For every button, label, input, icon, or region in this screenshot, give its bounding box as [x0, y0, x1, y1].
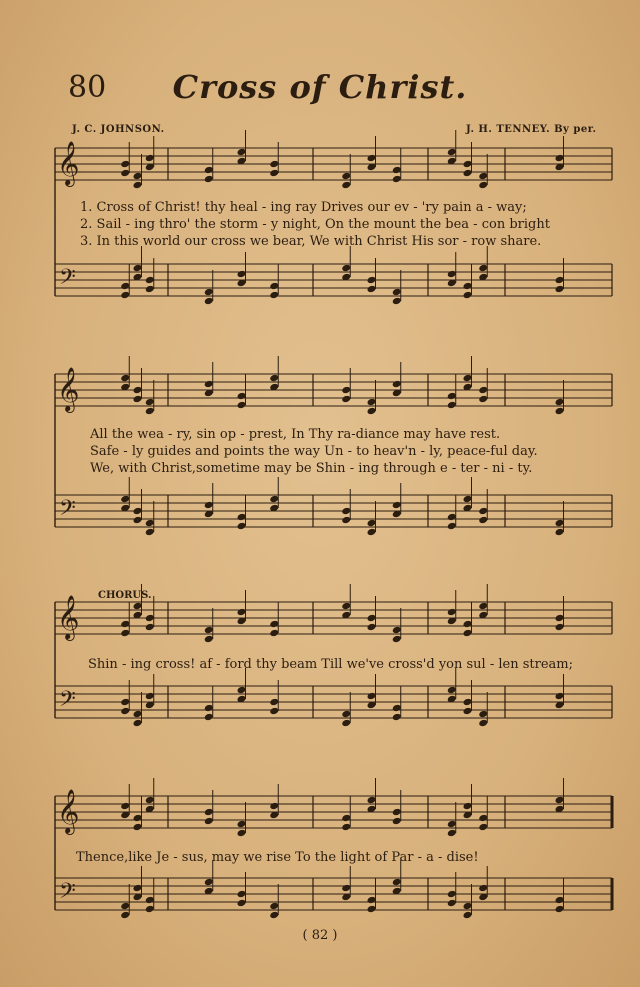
note-head — [463, 169, 473, 178]
note-head — [145, 528, 155, 537]
note-head — [463, 374, 473, 383]
note-head — [555, 285, 565, 294]
note-head — [120, 160, 130, 169]
note-head — [145, 905, 155, 914]
note-head — [341, 516, 351, 525]
verse-1-line-2: All the wea - ry, sin op - prest, In Thy ra-diance may have rest. — [90, 427, 501, 442]
note-head — [341, 719, 351, 728]
note-head — [120, 291, 130, 300]
note-head — [145, 796, 155, 805]
note-head — [447, 522, 457, 531]
note-head — [478, 823, 488, 832]
treble-clef: 𝄞 — [57, 367, 80, 411]
hymn-number: 80 — [68, 70, 107, 105]
note-head — [463, 282, 473, 291]
note-head — [133, 507, 143, 516]
note-head — [478, 884, 488, 893]
composer-left: J. C. JOHNSON. — [72, 124, 165, 135]
note-head — [269, 629, 279, 638]
note-head — [204, 380, 214, 389]
chorus-line-1: Shin - ing cross! af - ford thy beam Till we've cross'd yon sul - len stream; — [88, 657, 573, 672]
note-head — [478, 507, 488, 516]
note-head — [555, 623, 565, 632]
note-head — [555, 905, 565, 914]
note-head — [447, 686, 457, 695]
note-head — [555, 614, 565, 623]
note-head — [237, 392, 247, 401]
note-head — [478, 386, 488, 395]
note-head — [269, 911, 279, 920]
note-head — [204, 704, 214, 713]
note-head — [555, 528, 565, 537]
note-head — [120, 802, 130, 811]
note-head — [463, 629, 473, 638]
note-head — [133, 264, 143, 273]
note-head — [120, 911, 130, 920]
bass-clef: 𝄢 — [59, 496, 76, 526]
note-head — [463, 802, 473, 811]
note-head — [555, 154, 565, 163]
note-head — [269, 160, 279, 169]
note-head — [392, 380, 402, 389]
note-head — [341, 386, 351, 395]
verse-3-line-2: We, with Christ,sometime may be Shin - ing through e - ter - ni - ty. — [90, 461, 533, 476]
note-head — [463, 911, 473, 920]
note-head — [367, 276, 377, 285]
note-head — [463, 698, 473, 707]
note-head — [392, 817, 402, 826]
note-head — [463, 902, 473, 911]
note-head — [237, 401, 247, 410]
verse-2-line-2: Safe - ly guides and points the way Un - to heav'n - ly, peace-ful day. — [90, 444, 538, 459]
note-head — [447, 608, 457, 617]
note-head — [145, 623, 155, 632]
note-head — [392, 713, 402, 722]
note-head — [120, 282, 130, 291]
note-head — [447, 148, 457, 157]
treble-clef: 𝄞 — [57, 595, 80, 639]
note-head — [478, 395, 488, 404]
note-head — [447, 890, 457, 899]
note-head — [204, 713, 214, 722]
note-head — [555, 519, 565, 528]
note-head — [133, 395, 143, 404]
treble-clef: 𝄞 — [57, 789, 80, 833]
note-head — [120, 902, 130, 911]
note-head — [237, 829, 247, 838]
note-head — [478, 181, 488, 190]
note-head — [145, 519, 155, 528]
note-head — [133, 814, 143, 823]
note-head — [133, 181, 143, 190]
composer-right: J. H. TENNEY. By per. — [466, 124, 597, 135]
hymn-title: Cross of Christ. — [172, 68, 468, 106]
note-head — [133, 602, 143, 611]
note-head — [204, 626, 214, 635]
note-head — [478, 172, 488, 181]
note-head — [269, 802, 279, 811]
note-head — [145, 398, 155, 407]
note-head — [145, 154, 155, 163]
note-head — [392, 878, 402, 887]
note-head — [269, 169, 279, 178]
note-head — [367, 528, 377, 537]
chorus-line-2: Thence,like Je - sus, may we rise To the light of Par - a - dise! — [76, 850, 479, 865]
note-head — [341, 602, 351, 611]
note-head — [133, 719, 143, 728]
note-head — [204, 808, 214, 817]
note-head — [204, 297, 214, 306]
note-head — [367, 905, 377, 914]
note-head — [555, 398, 565, 407]
note-head — [120, 629, 130, 638]
note-head — [367, 154, 377, 163]
note-head — [392, 635, 402, 644]
page-number: ( 82 ) — [302, 928, 338, 943]
note-head — [392, 626, 402, 635]
note-head — [555, 276, 565, 285]
treble-clef: 𝄞 — [57, 141, 80, 185]
note-head — [237, 686, 247, 695]
note-head — [447, 829, 457, 838]
note-head — [204, 817, 214, 826]
note-head — [341, 264, 351, 273]
chorus-label: CHORUS. — [98, 590, 152, 601]
note-head — [447, 401, 457, 410]
note-head — [447, 513, 457, 522]
note-head — [447, 270, 457, 279]
note-head — [145, 276, 155, 285]
note-head — [367, 398, 377, 407]
note-head — [133, 884, 143, 893]
note-head — [145, 896, 155, 905]
note-head — [120, 620, 130, 629]
note-head — [237, 270, 247, 279]
note-head — [367, 614, 377, 623]
verse-1-line-1: 1. Cross of Christ! thy heal - ing ray Drives our ev - 'ry pain a - way; — [80, 200, 527, 215]
note-head — [133, 386, 143, 395]
note-head — [341, 814, 351, 823]
note-head — [237, 820, 247, 829]
note-head — [237, 513, 247, 522]
note-head — [133, 823, 143, 832]
verse-2-line-1: 2. Sail - ing thro' the storm - y night, On the mount the bea - con bright — [80, 217, 550, 232]
note-head — [367, 285, 377, 294]
note-head — [341, 181, 351, 190]
note-head — [204, 635, 214, 644]
bass-clef: 𝄢 — [59, 687, 76, 717]
note-head — [145, 407, 155, 416]
note-head — [133, 710, 143, 719]
note-head — [367, 623, 377, 632]
note-head — [341, 823, 351, 832]
note-head — [478, 814, 488, 823]
note-head — [392, 704, 402, 713]
note-head — [269, 374, 279, 383]
note-head — [204, 175, 214, 184]
note-head — [447, 392, 457, 401]
note-head — [204, 501, 214, 510]
note-head — [367, 519, 377, 528]
note-head — [447, 899, 457, 908]
note-head — [237, 148, 247, 157]
note-head — [237, 899, 247, 908]
note-head — [341, 172, 351, 181]
note-head — [478, 710, 488, 719]
bass-clef: 𝄢 — [59, 879, 76, 909]
bass-clef: 𝄢 — [59, 265, 76, 295]
note-head — [133, 516, 143, 525]
note-head — [145, 692, 155, 701]
note-head — [392, 297, 402, 306]
note-head — [145, 614, 155, 623]
note-head — [555, 407, 565, 416]
note-head — [133, 172, 143, 181]
note-head — [463, 291, 473, 300]
note-head — [237, 890, 247, 899]
note-head — [204, 288, 214, 297]
note-head — [341, 507, 351, 516]
note-head — [269, 282, 279, 291]
verse-3-line-1: 3. In this world our cross we bear, We with Christ His sor - row share. — [80, 234, 542, 249]
note-head — [555, 896, 565, 905]
note-head — [269, 698, 279, 707]
note-head — [120, 707, 130, 716]
note-head — [120, 374, 130, 383]
note-head — [463, 707, 473, 716]
note-head — [392, 808, 402, 817]
note-head — [120, 698, 130, 707]
note-head — [341, 710, 351, 719]
note-head — [367, 692, 377, 701]
note-head — [392, 166, 402, 175]
note-head — [463, 620, 473, 629]
note-head — [555, 692, 565, 701]
note-head — [269, 707, 279, 716]
note-head — [341, 395, 351, 404]
note-head — [367, 796, 377, 805]
note-head — [447, 820, 457, 829]
note-head — [204, 878, 214, 887]
note-head — [367, 896, 377, 905]
note-head — [145, 285, 155, 294]
note-head — [392, 175, 402, 184]
note-head — [478, 719, 488, 728]
note-head — [478, 602, 488, 611]
note-head — [269, 495, 279, 504]
note-head — [269, 291, 279, 300]
note-head — [341, 884, 351, 893]
note-head — [367, 407, 377, 416]
note-head — [269, 902, 279, 911]
note-head — [204, 166, 214, 175]
note-head — [463, 495, 473, 504]
note-head — [478, 516, 488, 525]
note-head — [478, 264, 488, 273]
note-head — [392, 288, 402, 297]
note-head — [120, 495, 130, 504]
note-head — [237, 608, 247, 617]
note-head — [269, 620, 279, 629]
note-head — [463, 160, 473, 169]
note-head — [120, 169, 130, 178]
note-head — [555, 796, 565, 805]
note-head — [237, 522, 247, 531]
note-head — [392, 501, 402, 510]
